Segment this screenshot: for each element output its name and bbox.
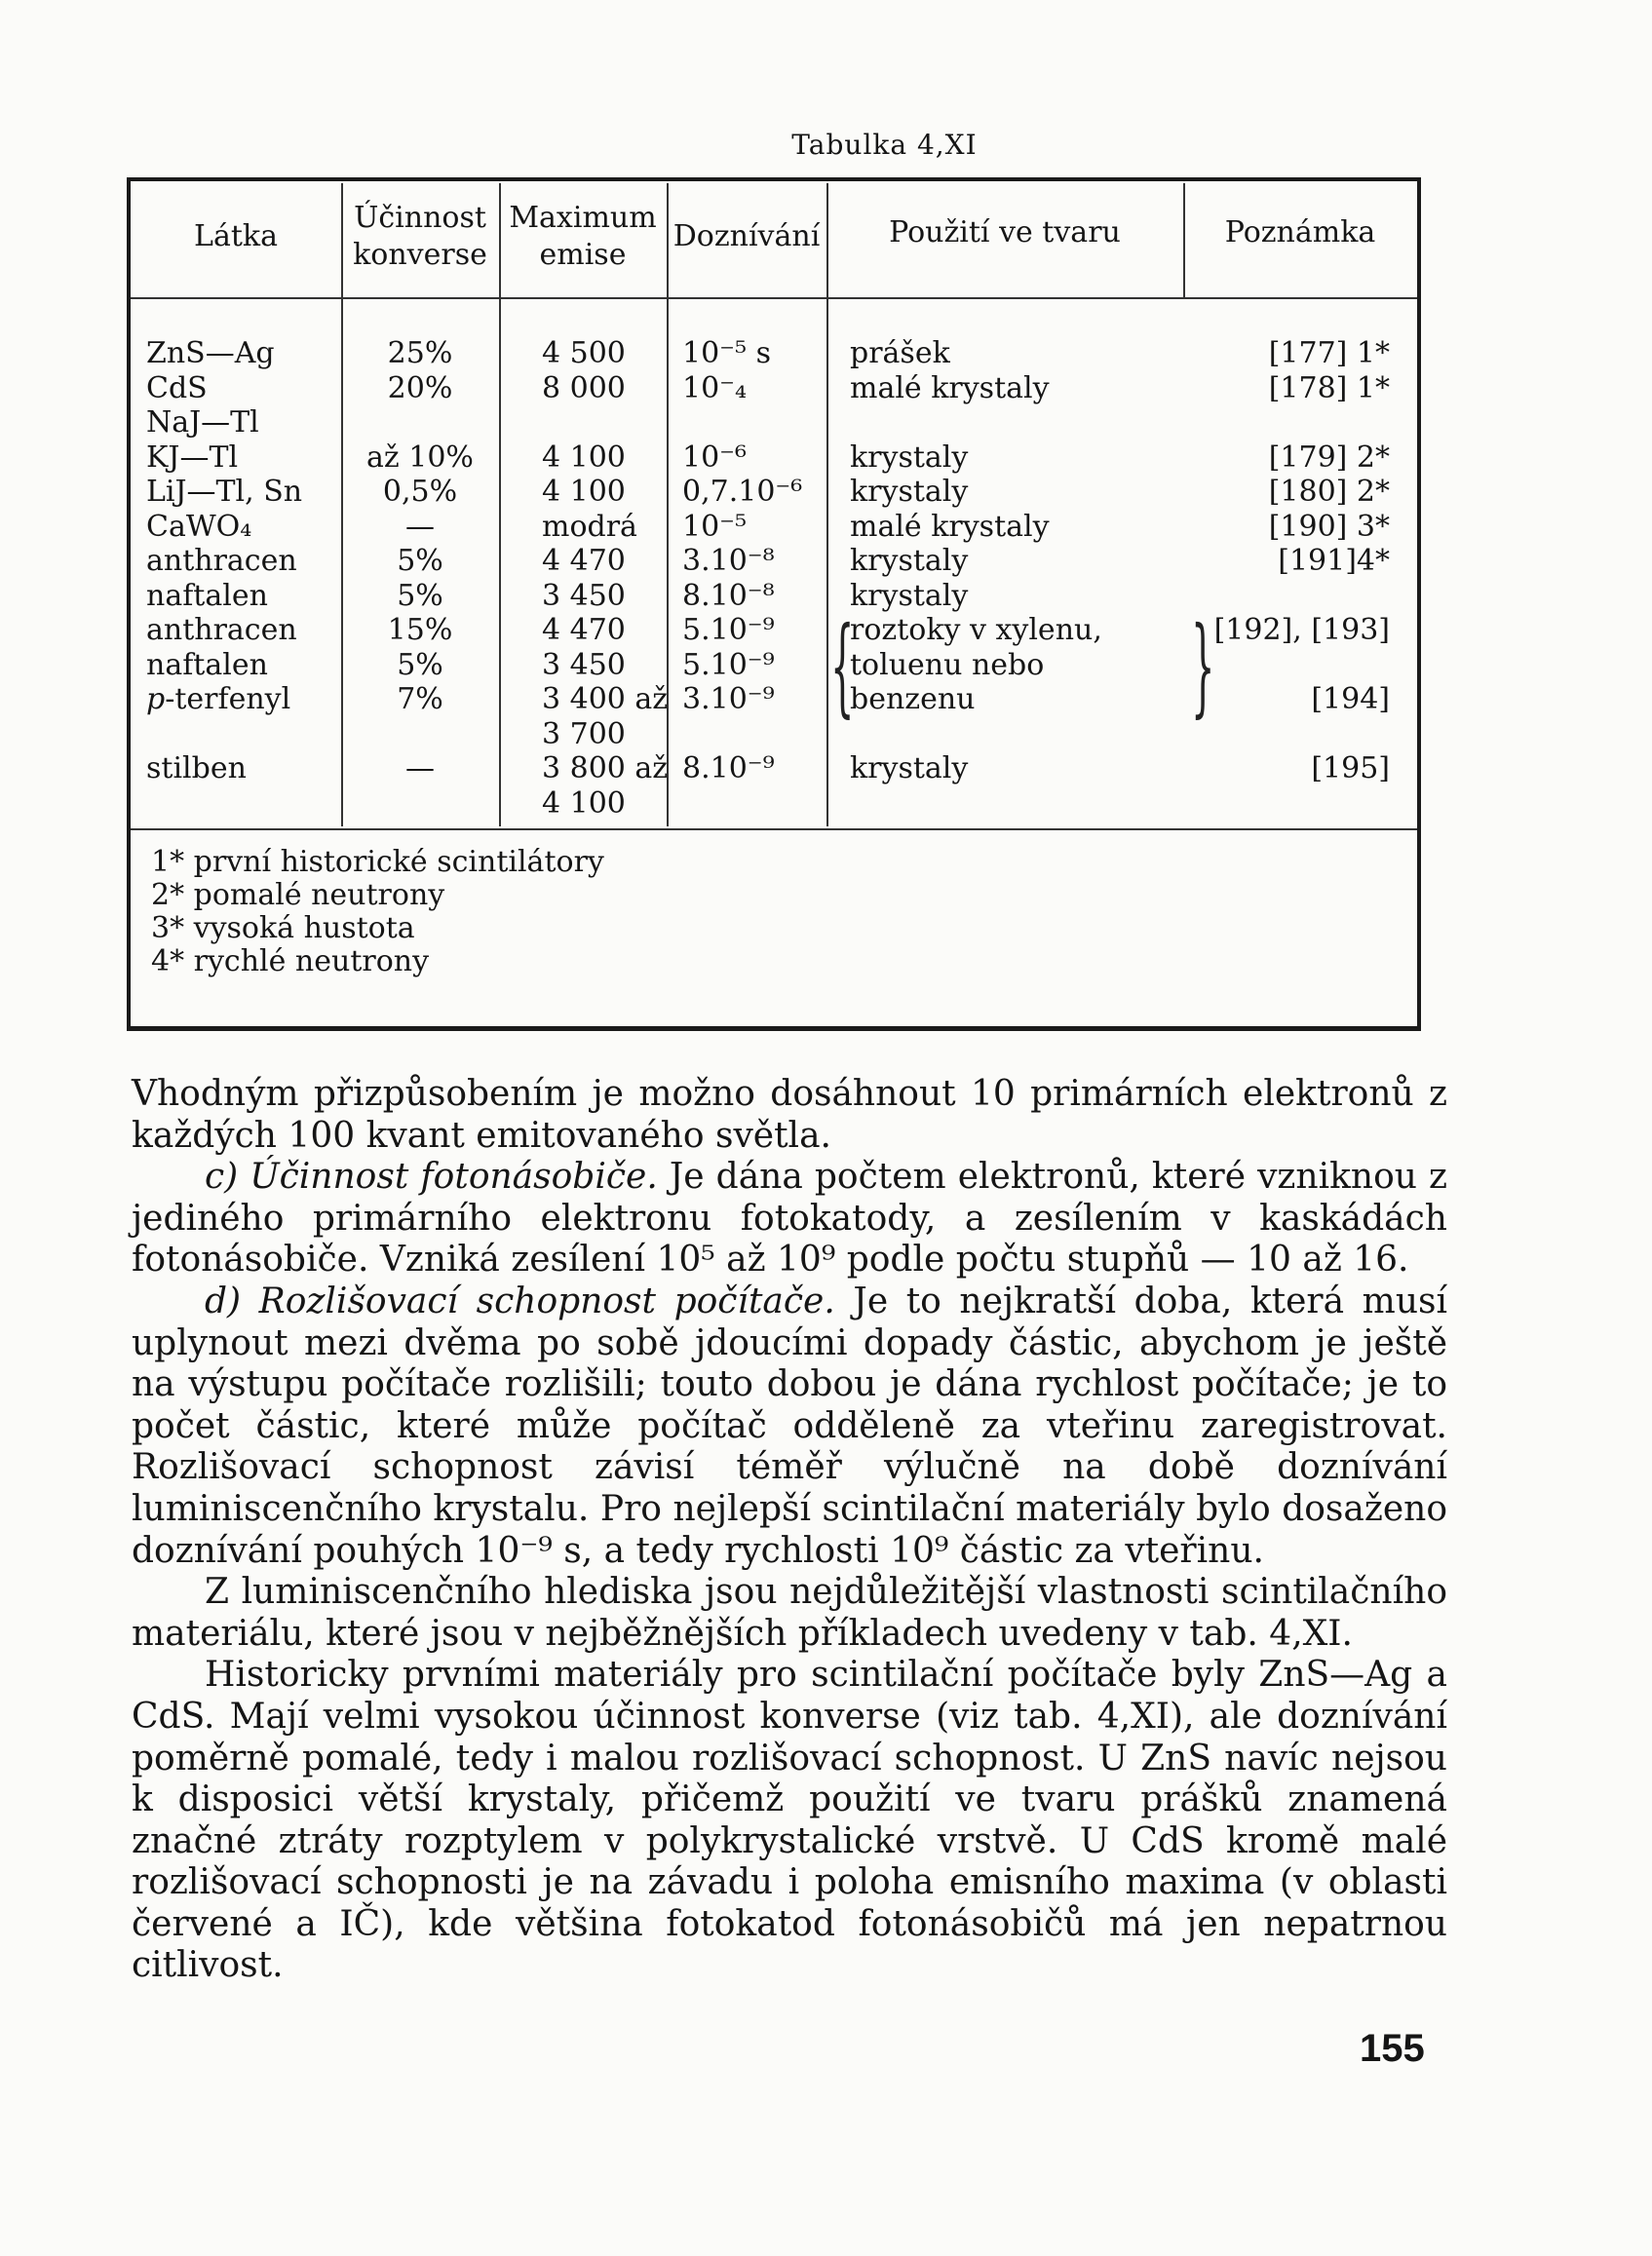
cell-doznivani: 8.10⁻⁹ [682, 751, 775, 785]
cell-doznivani: 10⁻₄ [682, 370, 748, 405]
cell-doznivani [682, 405, 802, 440]
column-doznivani [682, 336, 802, 821]
cell-pouziti: malé krystaly [850, 370, 1050, 405]
cell-latka: ZnS—Ag [146, 336, 275, 370]
cell-doznivani: 8.10⁻⁸ [682, 578, 775, 613]
cell-pouziti [850, 405, 1102, 440]
paragraph-3-text: Je to nejkratší doba, která musí uplynout mezi dvěma po sobě jdoucími dopady částic, abychom je ještě na výstupu počítače rozlišili; touto dobou je dána rychlost počítače; je to počet částic, které může počítač odděleně za vteřinu zaregistrovat. Rozlišovací schopnost závisí téměř výlučně na době doznívání luminiscenčního krystalu. Pro nejlepší scintilační materiály bylo dosaženo doznívání pouhých 10⁻⁹ s, a tedy rychlosti 10⁹ částic za vteřinu. [132, 1281, 1447, 1571]
cell-latka: naftalen [146, 578, 268, 613]
cell-doznivani: 10⁻⁵ [682, 509, 748, 544]
page-number: 155 [1360, 2027, 1425, 2070]
cell-poznamka: [190] 3* [1268, 509, 1390, 544]
paragraph-3 [132, 1281, 1447, 1572]
cell-latka: CdS [146, 370, 208, 405]
body-text [132, 1074, 1447, 1987]
footnote: 1* první historické scintilátory [151, 845, 604, 879]
cell-ucinnost: až 10% [366, 440, 474, 475]
footnote: 2* pomalé neutrony [151, 878, 445, 912]
cell-ucinnost [343, 405, 497, 440]
header-pouziti-label: Použití ve tvaru [889, 215, 1121, 249]
cell-ucinnost [343, 717, 497, 752]
header-poznamka-label: Poznámka [1224, 215, 1376, 249]
cell-poznamka: [194] [1311, 682, 1390, 716]
cell-poznamka: [179] 2* [1268, 440, 1390, 475]
cell-poznamka: [178] 1* [1268, 370, 1390, 405]
footnote: 4* rychlé neutrony [151, 944, 430, 978]
cell-pouziti: krystaly [850, 440, 969, 475]
cell-pouziti: krystaly [850, 751, 969, 785]
cell-doznivani: 10⁻⁵ s [682, 336, 771, 370]
cell-ucinnost: 20% [387, 370, 453, 405]
paragraph-5: Historicky prvními materiály pro scintilační počítače byly ZnS—Ag a CdS. Mají velmi vysokou účinnost konverse (viz tab. 4,XI), ale doznívání poměrně pomalé, tedy i malou rozlišovací schopnost. U ZnS navíc nejsou k disposici větší krystaly, přičemž použití ve tvaru prášků znamená značné ztráty rozptylem v polykrystalické vrstvě. U CdS kromě malé rozlišovací schopnosti je na závadu i poloha emisního maxima (v oblasti červené a IČ), kde většina fotokatod fotonásobičů má jen nepatrnou citlivost. [132, 1655, 1447, 1986]
header-maximum-line2: emise [539, 238, 627, 272]
cell-poznamka: [195] [1311, 751, 1390, 785]
cell-doznivani: 3.10⁻⁸ [682, 544, 775, 578]
paragraph-2 [132, 1157, 1447, 1281]
header-latka [131, 218, 341, 255]
cell-ucinnost: — [405, 509, 435, 544]
cell-poznamka: [191]4* [1278, 544, 1390, 578]
cell-latka: p-terfenyl [146, 682, 291, 716]
cell-emise [542, 405, 668, 440]
column-divider [826, 183, 828, 826]
header-latka-label: Látka [194, 219, 278, 253]
column-latka [146, 336, 302, 821]
header-maximum-line1: Maximum [509, 201, 657, 235]
brace-solutions-right: } [1191, 603, 1215, 728]
cell-ucinnost [343, 786, 497, 822]
cell-pouziti: roztoky v xylenu, [850, 613, 1102, 647]
cell-latka: NaJ—Tl [146, 405, 259, 440]
cell-doznivani [682, 786, 802, 822]
header-ucinnost-line1: Účinnost [354, 201, 486, 235]
cell-latka: CaWO₄ [146, 509, 252, 544]
header-ucinnost-line2: konverse [353, 238, 487, 272]
cell-ucinnost: 5% [397, 578, 443, 613]
cell-emise: 3 700 [542, 716, 626, 751]
cell-poznamka [1199, 786, 1390, 822]
header-pouziti [826, 214, 1183, 251]
cell-doznivani: 0,7.10⁻⁶ [682, 475, 803, 509]
cell-emise: modrá [542, 509, 637, 544]
cell-poznamka [1199, 717, 1390, 752]
header-doznivani [667, 218, 826, 255]
cell-latka: stilben [146, 751, 247, 785]
footnote: 3* vysoká hustota [151, 911, 415, 945]
table-caption: Tabulka 4,XI [791, 129, 978, 161]
cell-pouziti [850, 786, 1102, 822]
column-poznamka [1199, 336, 1390, 821]
cell-latka: naftalen [146, 647, 268, 682]
paragraph-1: Vhodným přizpůsobením je možno dosáhnout 10 primárních elektronů z každých 100 kvant emitovaného světla. [132, 1074, 1447, 1156]
cell-latka [146, 786, 302, 822]
paragraph-2-label: c) Účinnost fotonásobiče. [205, 1157, 658, 1198]
cell-poznamka [1199, 648, 1390, 683]
cell-emise: 8 000 [542, 370, 626, 405]
column-ucinnost [343, 336, 497, 821]
header-doznivani-label: Doznívání [672, 219, 821, 253]
cell-ucinnost: 7% [397, 682, 443, 716]
cell-pouziti: toluenu nebo [850, 647, 1045, 682]
cell-emise: 3 400 až [542, 682, 669, 716]
cell-emise: 4 100 [542, 475, 626, 509]
cell-emise: 4 100 [542, 440, 626, 475]
cell-ucinnost: 5% [397, 544, 443, 578]
header-maximum [499, 200, 667, 274]
cell-poznamka: [192], [193] [1213, 613, 1390, 647]
cell-poznamka: [177] 1* [1268, 336, 1390, 370]
paragraph-2-text: Je dána počtem elektronů, které vzniknou z jediného primárního elektronu fotokatody, a zesílením v kaskádách fotonásobiče. Vzniká zesílení 10⁵ až 10⁹ podle počtu stupňů — 10 až 16. [132, 1157, 1447, 1281]
cell-ucinnost: — [405, 751, 435, 785]
cell-poznamka: [180] 2* [1268, 475, 1390, 509]
footnote-rule [131, 828, 1417, 830]
header-ucinnost [341, 200, 499, 274]
cell-emise: 4 500 [542, 336, 626, 370]
paragraph-3-label: d) Rozlišovací schopnost počítače. [205, 1281, 835, 1321]
cell-latka: KJ—Tl [146, 440, 239, 475]
cell-poznamka [1199, 405, 1390, 440]
cell-doznivani: 5.10⁻⁹ [682, 647, 775, 682]
cell-emise: 3 450 [542, 647, 626, 682]
paragraph-4: Z luminiscenčního hlediska jsou nejdůležitější vlastnosti scintilačního materiálu, které jsou v nejběžnějších příkladech uvedeny v tab. 4,XI. [132, 1572, 1447, 1654]
cell-doznivani [682, 717, 802, 752]
cell-doznivani: 5.10⁻⁹ [682, 613, 775, 647]
cell-emise: 3 450 [542, 578, 626, 613]
column-pouziti [850, 336, 1102, 821]
brace-solutions-left: { [830, 603, 855, 728]
cell-doznivani: 10⁻⁶ [682, 440, 748, 475]
cell-pouziti: benzenu [850, 682, 976, 716]
cell-emise: 4 100 [542, 785, 626, 821]
cell-poznamka [1199, 579, 1390, 614]
cell-latka: anthracen [146, 544, 297, 578]
table-footnotes [151, 846, 604, 978]
column-divider [499, 183, 501, 826]
cell-doznivani: 3.10⁻⁹ [682, 682, 775, 716]
cell-latka [146, 717, 302, 752]
column-emise [542, 336, 668, 821]
cell-latka: anthracen [146, 613, 297, 647]
cell-pouziti: krystaly [850, 544, 969, 578]
cell-pouziti: malé krystaly [850, 509, 1050, 544]
cell-emise: 4 470 [542, 613, 626, 647]
cell-ucinnost: 5% [397, 647, 443, 682]
cell-latka: LiJ—Tl, Sn [146, 475, 303, 509]
cell-emise: 4 470 [542, 544, 626, 578]
cell-emise: 3 800 až [542, 751, 669, 785]
header-rule [131, 297, 1417, 299]
cell-pouziti: krystaly [850, 578, 969, 613]
cell-ucinnost: 25% [387, 336, 453, 370]
cell-pouziti: prášek [850, 336, 950, 370]
cell-pouziti: krystaly [850, 475, 969, 509]
cell-pouziti [850, 717, 1102, 752]
cell-ucinnost: 0,5% [382, 475, 458, 509]
cell-ucinnost: 15% [387, 613, 453, 647]
header-poznamka [1183, 214, 1417, 251]
